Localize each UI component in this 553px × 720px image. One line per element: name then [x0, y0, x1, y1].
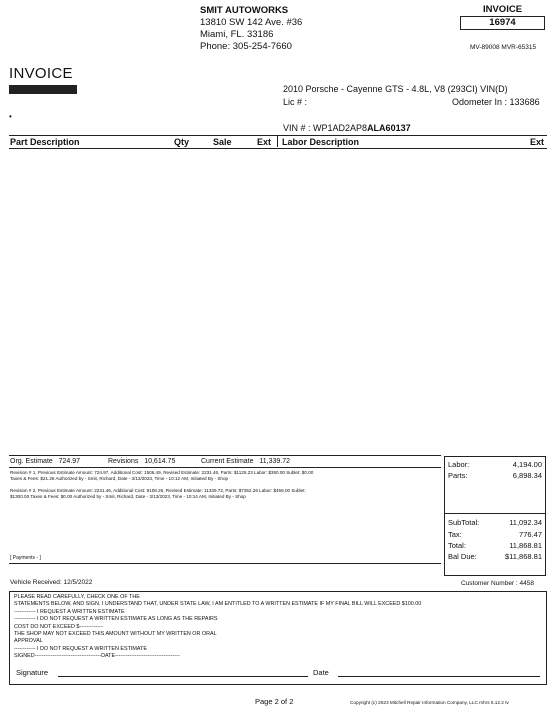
date-line: [338, 676, 540, 677]
vin-label: VIN # :: [283, 123, 311, 133]
bullet-mark: •: [9, 112, 12, 121]
org-estimate-value: 724.97: [58, 458, 81, 465]
tax: [448, 530, 542, 539]
disclaimer-option-no-request: ------------ I DO NOT REQUEST A WRITTEN ESTIMATE: [14, 645, 147, 652]
estimate-bottom-rule: [9, 467, 441, 468]
baldue-label: Bal Due:: [448, 552, 477, 561]
totals-divider: [445, 513, 545, 514]
copyright: Copyright (c) 2023 Mitchell Repair Information Company, LLC mhrs 5.12.2 tv: [350, 700, 509, 705]
redacted-customer-name: [9, 85, 77, 94]
labor-value: 4,194.00: [512, 460, 542, 469]
revisions-total: [108, 458, 175, 465]
estimate-top-rule: [9, 455, 441, 456]
labor-total: [448, 460, 542, 469]
current-estimate: [201, 458, 290, 465]
revision-2-line2: $1300.00 Taxes & Fees: $0.00 Authorized by - Smit, Richard, Date - 3/13/2023, Time - 10:14 AM, Initiated By - Shop: [10, 494, 246, 499]
col-part-description: Part Description: [10, 137, 80, 147]
column-divider: [277, 135, 278, 147]
vin-value: WP1AD2AP8: [313, 123, 368, 133]
shop-phone: Phone: 305-254-7660: [200, 41, 292, 52]
written-estimate-disclaimer: [9, 591, 547, 685]
vin-value-bold: ALA60137: [367, 123, 411, 133]
date-label: Date: [313, 668, 329, 677]
payments-rule: [9, 563, 441, 564]
subtotal: [448, 518, 542, 527]
revisions-value: 10,614.75: [144, 458, 176, 465]
odometer-label: Odometer In :: [452, 97, 508, 107]
signature-label: Signature: [16, 668, 49, 677]
document-title: INVOICE: [9, 65, 73, 82]
revision-1-line1: Revision # 1, Previous Estimate Amount: 724.97, Additional Cost: 1506.49, Revised Estimate: 2231.46, Parts: $1125.23 Labor: $360.00 Sublet: $0.00: [10, 470, 314, 475]
license-label: Lic # :: [283, 97, 308, 107]
labor-label: Labor:: [448, 460, 470, 469]
disclaimer-line: PLEASE READ CAREFULLY, CHECK ONE OF THE: [14, 594, 140, 600]
col-qty: Qty: [174, 137, 190, 147]
total-label: Total:: [448, 541, 466, 550]
parts-value: 6,898.34: [512, 471, 542, 480]
total-value: 11,868.81: [509, 541, 542, 550]
shop-address-line1: 13810 SW 142 Ave. #36: [200, 17, 303, 28]
odometer-value: 133686: [509, 97, 540, 107]
baldue-value: $11,868.81: [505, 552, 542, 561]
disclaimer-option-request: ------------ I REQUEST A WRITTEN ESTIMATE: [14, 608, 125, 615]
grand-total: [448, 541, 542, 550]
invoice-label: INVOICE: [482, 4, 523, 15]
registration-numbers: MV-89008 MVR-65315: [470, 44, 537, 51]
shop-name: SMIT AUTOWORKS: [200, 5, 289, 16]
tax-label: Tax:: [448, 530, 462, 539]
vehicle-received: Vehicle Received: 12/5/2022: [10, 579, 93, 586]
subtotal-value: 11,092.34: [509, 518, 542, 527]
vehicle-description: 2010 Porsche - Cayenne GTS - 4.8L, V8 (293CI) VIN(D): [283, 84, 508, 94]
payments-label: [ Payments - ]: [10, 555, 41, 561]
revision-1: [10, 470, 313, 482]
revision-2-line1: Revision # 2, Previous Estimate Amount: 2231.46, Additional Cost: 9108.26, Revised Estimate: 11339.72, Parts: $7352.26 Labor: $456.00 Sublet:: [10, 488, 306, 493]
current-estimate-label: Current Estimate: [201, 458, 254, 465]
balance-due: [448, 552, 542, 561]
revisions-label: Revisions: [108, 458, 139, 465]
col-labor-description: Labor Description: [282, 137, 360, 147]
col-ext: Ext: [257, 137, 272, 147]
invoice-number: 16974: [460, 16, 545, 30]
disclaimer-line: THE SHOP MAY NOT EXCEED THIS AMOUNT WITHOUT MY WRITTEN OR ORAL: [14, 631, 217, 638]
disclaimer-option-limit: ------------ I DO NOT REQUEST A WRITTEN ESTIMATE AS LONG AS THE REPAIRS: [14, 616, 218, 623]
signature-line: [58, 676, 308, 677]
customer-number: Customer Number : 4458: [461, 580, 534, 587]
revision-2: [10, 488, 306, 500]
page-number: Page 2 of 2: [255, 697, 294, 706]
disclaimer-signed-line: SIGNED-------------------------------------DATE------------------------------------: [14, 653, 180, 660]
tax-value: 776.47: [519, 530, 542, 539]
shop-address-line2: Miami, FL. 33186: [200, 29, 274, 40]
disclaimer-line: COST DO NOT EXCEED $-------------: [14, 623, 103, 630]
current-estimate-value: 11,339.72: [259, 458, 290, 465]
parts-label: Parts:: [448, 471, 468, 480]
col-labor-ext: Ext: [530, 137, 545, 147]
shop-info: [200, 5, 302, 53]
column-header-bottom-rule: [9, 148, 547, 149]
column-header-top-rule: [9, 135, 547, 136]
disclaimer-text: [14, 594, 421, 661]
odometer: [452, 97, 540, 107]
disclaimer-line: APPROVAL: [14, 638, 43, 645]
vin: [283, 123, 411, 133]
revision-1-line2: Taxes & Fees: $21.26 Authorized by - Smit, Richard, Date - 3/13/2023, Time - 10:12 AM, Initiated By - Shop: [10, 476, 229, 481]
totals-box: [444, 456, 546, 576]
org-estimate-label: Org. Estimate: [10, 458, 53, 465]
org-estimate: [10, 458, 80, 465]
invoice-number-box: [460, 4, 545, 30]
subtotal-label: SubTotal:: [448, 518, 480, 527]
parts-total: [448, 471, 542, 480]
col-sale: Sale: [213, 137, 232, 147]
disclaimer-line: STATEMENTS BELOW, AND SIGN. I UNDERSTAND THAT, UNDER STATE LAW, I AM ENTITLED TO A WRITTEN ESTIMATE IF MY FINAL BILL WILL EXCEED $100.00: [14, 601, 422, 608]
